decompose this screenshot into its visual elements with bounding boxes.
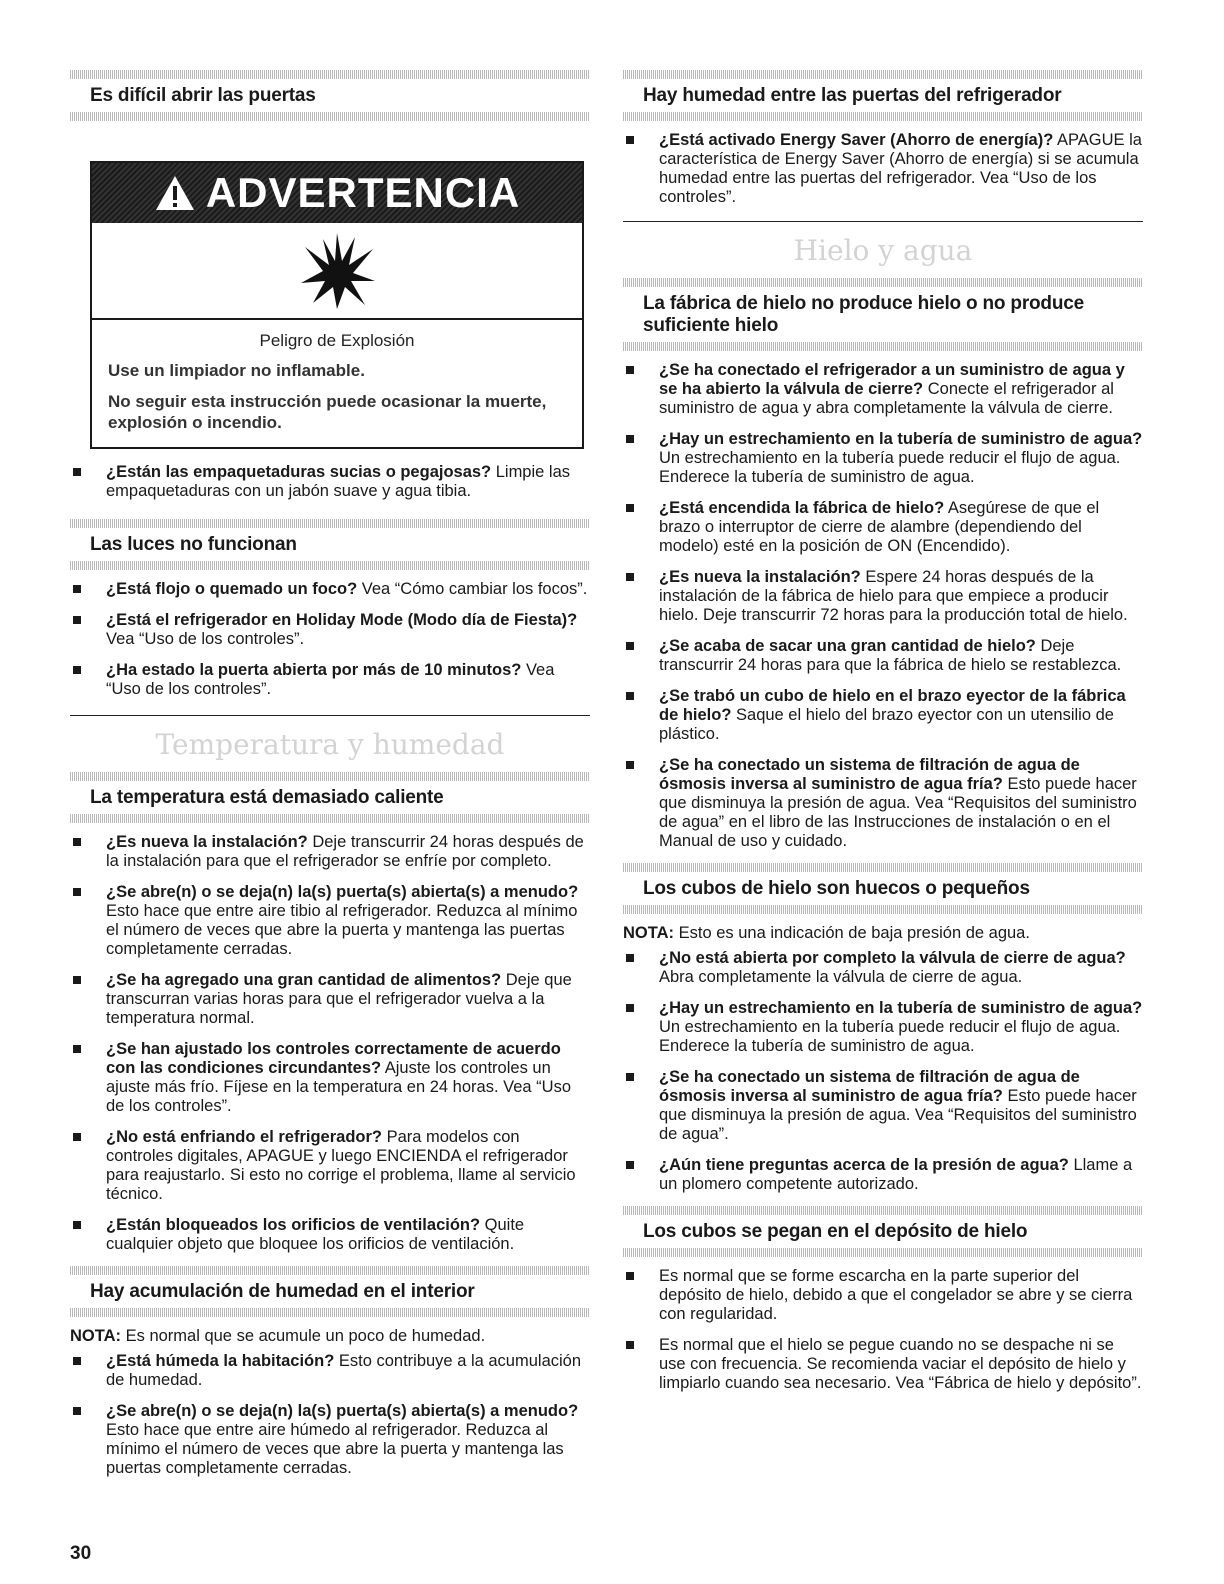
- section-header: [70, 70, 590, 121]
- section-header: [623, 70, 1143, 121]
- list-item: ¿Está flojo o quemado un foco? Vea “Cómo cambiar los focos”.: [70, 580, 590, 599]
- bullet-icon: [626, 1073, 634, 1081]
- section-header: [623, 1206, 1143, 1257]
- list-item: ¿Se ha conectado un sistema de filtración de agua de ósmosis inversa al suministro de agua fría? Esto puede hacer que disminuya la presión de agua. Vea “Requisitos del suministro de agua”.: [623, 1068, 1143, 1144]
- bullet-icon: [626, 761, 634, 769]
- list-item: ¿Hay un estrechamiento en la tubería de suministro de agua? Un estrechamiento en la tubería puede reducir el flujo de agua. Enderece la tubería de suministro de agua.: [623, 430, 1143, 487]
- bullet-icon: [626, 435, 634, 443]
- divider: [623, 221, 1143, 222]
- bullet-icon: [73, 1357, 81, 1365]
- warning-pictogram: [92, 223, 582, 320]
- section-title: Hay humedad entre las puertas del refrigerador: [643, 85, 1062, 106]
- warning-danger: Peligro de Explosión: [259, 331, 415, 350]
- bullet-icon: [73, 585, 81, 593]
- warning-line-1: Use un limpiador no inflamable.: [108, 361, 365, 380]
- warning-box: [90, 161, 584, 449]
- bullet-icon: [626, 573, 634, 581]
- list-item: ¿Está el refrigerador en Holiday Mode (Modo día de Fiesta)? Vea “Uso de los controles”.: [70, 611, 590, 649]
- note: NOTA: Es normal que se acumule un poco de humedad.: [70, 1327, 486, 1345]
- warning-body: [92, 320, 582, 447]
- warning-band: [92, 163, 582, 223]
- bullet-icon: [626, 504, 634, 512]
- section-title: Hay acumulación de humedad en el interior: [90, 1281, 475, 1302]
- bullet-icon: [73, 1133, 81, 1141]
- section-title: La temperatura está demasiado caliente: [90, 787, 444, 808]
- bullet-icon: [73, 1221, 81, 1229]
- section-header: [623, 278, 1143, 351]
- list-item: ¿Están bloqueados los orificios de ventilación? Quite cualquier objeto que bloquee los orificios de ventilación.: [70, 1216, 590, 1254]
- bullet-icon: [73, 1045, 81, 1053]
- bullet-icon: [73, 888, 81, 896]
- section-header: [70, 519, 590, 570]
- section-title: Los cubos de hielo son huecos o pequeños: [643, 878, 1030, 899]
- list-item: ¿Se acaba de sacar una gran cantidad de hielo? Deje transcurrir 24 horas para que la fábrica de hielo se restablezca.: [623, 637, 1143, 675]
- list-item: ¿Está encendida la fábrica de hielo? Asegúrese de que el brazo o interruptor de cierre de alambre (dependiendo del modelo) esté en la posición de ON (Encendido).: [623, 499, 1143, 556]
- list-item: ¿No está enfriando el refrigerador? Para modelos con controles digitales, APAGUE y luego ENCIENDA el refrigerador para reajustarlo. Si esto no corrige el problema, llame al servicio técnico.: [70, 1128, 590, 1204]
- right-column: [623, 70, 1143, 1405]
- bullet-icon: [626, 1272, 634, 1280]
- list-item: ¿Está húmeda la habitación? Esto contribuye a la acumulación de humedad.: [70, 1352, 590, 1390]
- bullet-icon: [73, 838, 81, 846]
- list-item: ¿Está activado Energy Saver (Ahorro de energía)? APAGUE la característica de Energy Saver (Ahorro de energía) si se acumula humedad entre las puertas del refrigerador. Vea “Uso de los controles”.: [623, 131, 1143, 207]
- bullet-icon: [73, 1407, 81, 1415]
- list-item: Es normal que el hielo se pegue cuando no se despache ni se use con frecuencia. Se recomienda vaciar el depósito de hielo y limpiarlo cuando sea necesario. Vea “Fábrica de hielo y depósito”.: [623, 1336, 1143, 1393]
- list-item: ¿Es nueva la instalación? Deje transcurrir 24 horas después de la instalación para que el refrigerador se enfríe por completo.: [70, 833, 590, 871]
- list-item: ¿Se han ajustado los controles correctamente de acuerdo con las condiciones circundantes? Ajuste los controles un ajuste más frío. Fíjese en la temperatura en 24 horas. Vea “Uso de los controles”.: [70, 1040, 590, 1116]
- section-title: La fábrica de hielo no produce hielo o no produce suficiente hielo: [643, 293, 1084, 336]
- warning-title: ADVERTENCIA: [205, 169, 521, 216]
- list-item: ¿No está abierta por completo la válvula de cierre de agua? Abra completamente la válvula de cierre de agua.: [623, 949, 1143, 987]
- bullet-icon: [626, 366, 634, 374]
- list-item: ¿Se abre(n) o se deja(n) la(s) puerta(s) abierta(s) a menudo? Esto hace que entre aire húmedo al refrigerador. Reduzca al mínimo el número de veces que abre la puerta y mantenga las puertas completamente cerradas.: [70, 1402, 590, 1478]
- left-column: [70, 70, 590, 1490]
- bullet-icon: [626, 1004, 634, 1012]
- list-item: ¿Es nueva la instalación? Espere 24 horas después de la instalación de la fábrica de hielo para que empiece a producir hielo. Deje transcurrir 72 horas para la producción total de hielo.: [623, 568, 1143, 625]
- list-item: ¿Aún tiene preguntas acerca de la presión de agua? Llame a un plomero competente autorizado.: [623, 1156, 1143, 1194]
- section-title: Las luces no funcionan: [90, 534, 297, 555]
- list-item: ¿Se abre(n) o se deja(n) la(s) puerta(s) abierta(s) a menudo? Esto hace que entre aire tibio al refrigerador. Reduzca al mínimo el número de veces que abre la puerta y mantenga las puertas completamente cerradas.: [70, 883, 590, 959]
- bullet-icon: [626, 1341, 634, 1349]
- bullet-icon: [73, 666, 81, 674]
- bullet-icon: [626, 1161, 634, 1169]
- bullet-icon: [626, 642, 634, 650]
- list-item: ¿Ha estado la puerta abierta por más de 10 minutos? Vea “Uso de los controles”.: [70, 661, 590, 699]
- section-title: Es difícil abrir las puertas: [90, 85, 316, 106]
- bullet-icon: [73, 616, 81, 624]
- bullet-icon: [73, 976, 81, 984]
- section-header: [70, 1266, 590, 1317]
- section-title: Los cubos se pegan en el depósito de hielo: [643, 1221, 1028, 1242]
- explosion-icon: [297, 231, 377, 311]
- note: NOTA: Esto es una indicación de baja presión de agua.: [623, 924, 1030, 942]
- list-item: ¿Se ha agregado una gran cantidad de alimentos? Deje que transcurran varias horas para que el refrigerador vuelva a la temperatura normal.: [70, 971, 590, 1028]
- list-item: ¿Se ha conectado el refrigerador a un suministro de agua y se ha abierto la válvula de cierre? Conecte el refrigerador al suministro de agua y abra completamente la válvula de cierre.: [623, 361, 1143, 418]
- list-item: ¿Están las empaquetaduras sucias o pegajosas? Limpie las empaquetaduras con un jabón suave y agua tibia.: [70, 463, 590, 501]
- divider: [70, 715, 590, 716]
- list-item: ¿Hay un estrechamiento en la tubería de suministro de agua? Un estrechamiento en la tubería puede reducir el flujo de agua. Enderece la tubería de suministro de agua.: [623, 999, 1143, 1056]
- warning-line-2: No seguir esta instrucción puede ocasionar la muerte, explosión o incendio.: [108, 392, 547, 432]
- warning-triangle-icon: [154, 174, 196, 212]
- bullet-icon: [73, 468, 81, 476]
- page-number: 30: [70, 1543, 92, 1564]
- list-item: ¿Se trabó un cubo de hielo en el brazo eyector de la fábrica de hielo? Saque el hielo del brazo eyector con un utensilio de plástico.: [623, 687, 1143, 744]
- bullet-icon: [626, 954, 634, 962]
- section-header: [70, 772, 590, 823]
- section-header: [623, 863, 1143, 914]
- bullet-icon: [626, 136, 634, 144]
- list-item: ¿Se ha conectado un sistema de filtración de agua de ósmosis inversa al suministro de agua fría? Esto puede hacer que disminuya la presión de agua. Vea “Requisitos del suministro de agua” en el libro de las Instrucciones de instalación o en el Manual de uso y cuidado.: [623, 756, 1143, 851]
- chapter-heading: Hielo y agua: [793, 234, 973, 267]
- list-item: Es normal que se forme escarcha en la parte superior del depósito de hielo, debido a que el congelador se abre y se cierra con regularidad.: [623, 1267, 1143, 1324]
- chapter-heading: Temperatura y humedad: [155, 728, 505, 761]
- bullet-icon: [626, 692, 634, 700]
